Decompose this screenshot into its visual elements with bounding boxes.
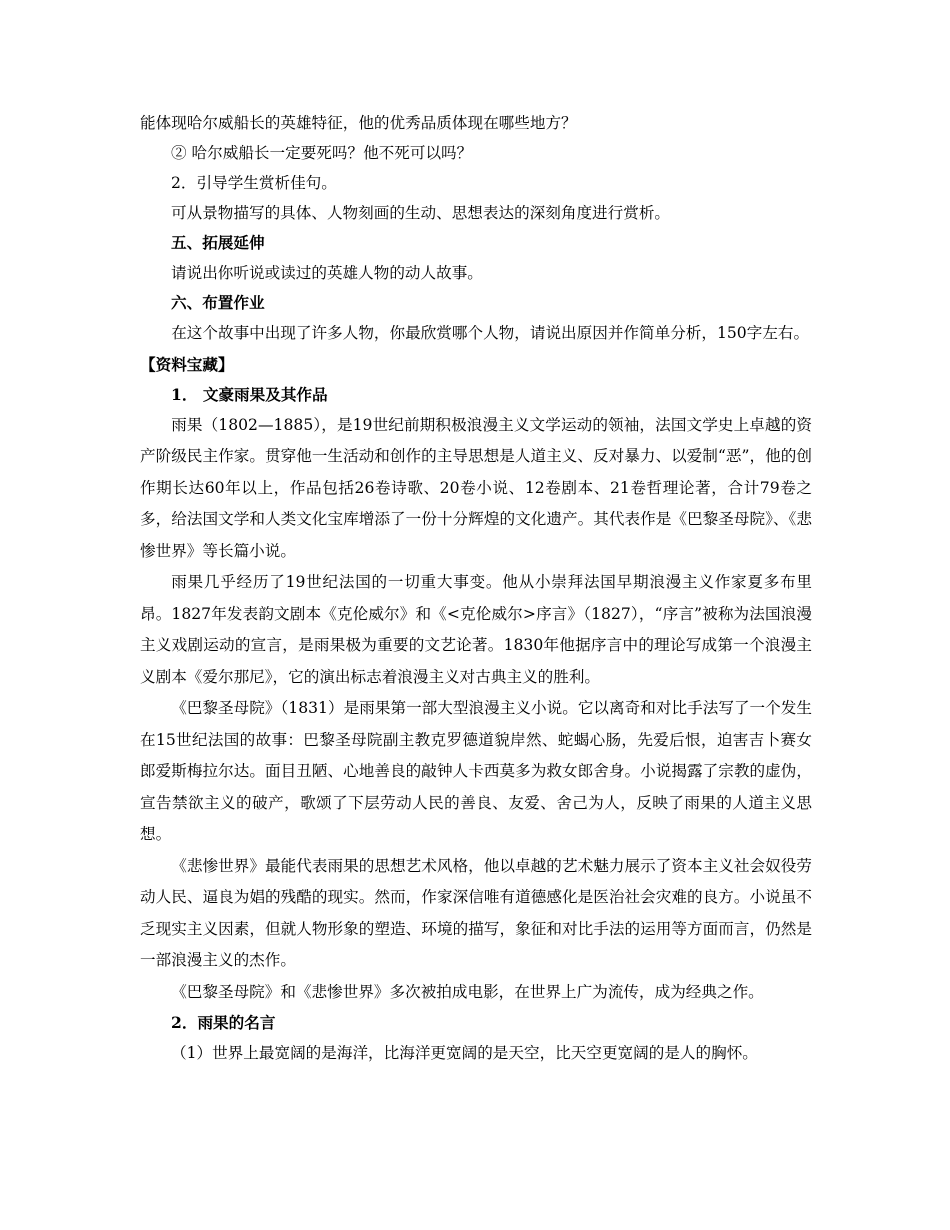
resource-heading: 【资料宝藏】 [140,354,234,374]
text-line: 能体现哈尔威船长的英雄特征，他的优秀品质体现在哪些地方？ [140,114,577,132]
section-heading-homework: 六、布置作业 [171,293,265,312]
text-line: 可从景物描写的具体、人物刻画的生动、思想表达的深刻角度进行赏析。 [171,204,671,222]
paragraph-les-miserables: 《悲惨世界》最能代表雨果的思想艺术风格，他以卓越的艺术魅力展示了资本主义社会奴役劳动人民、逼良为娼的残酷的现实。然而，作家深信唯有道德感化是医治社会灾难的良方。小说虽不乏现实主义因素，但就人物形象的塑造、环境的描写，象征和对比手法的运用等方面而言，仍然是一部浪漫主义的杰作。 [140,856,812,969]
text-line: ② 哈尔威船长一定要死吗？他不死可以吗？ [171,144,473,162]
subheading-hugo-quotes: 2．雨果的名言 [171,1013,276,1032]
paragraph-hugo-events: 雨果几乎经历了19世纪法国的一切重大事变。他从小崇拜法国早期浪漫主义作家夏多布里昂。1827年发表韵文剧本《克伦威尔》和《<克伦威尔>序言》（1827），“序言”被称为法国浪漫主义戏剧运动的宣言，是雨果极为重要的文艺论著。1830年他据序言中的理论写成第一个浪漫主义剧本《爱尔那尼》，它的演出标志着浪漫主义对古典主义的胜利。 [140,573,812,686]
document-body [140,108,812,1068]
paragraph-homework: 在这个故事中出现了许多人物，你最欣赏哪个人物，请说出原因并作简单分析，150字左右。 [171,324,810,342]
paragraph-hugo-bio: 雨果（1802—1885），是19世纪前期积极浪漫主义文学运动的领袖，法国文学史上卓越的资产阶级民主作家。贯穿他一生活动和创作的主导思想是人道主义、反对暴力、以爱制“恶”，他的创作期长达60年以上，作品包括26卷诗歌、20卷小说、12卷剧本、21卷哲理论著，合计79卷之多，给法国文学和人类文化宝库增添了一份十分辉煌的文化遗产。其代表作是《巴黎圣母院》、《悲惨世界》等长篇小说。 [140,415,812,560]
paragraph-films: 《巴黎圣母院》和《悲惨世界》多次被拍成电影，在世界上广为流传，成为经典之作。 [171,982,764,1001]
section-heading-extension: 五、拓展延伸 [171,233,265,252]
text-line: 请说出你听说或读过的英雄人物的动人故事。 [171,264,483,282]
subheading-hugo-works: 1． 文豪雨果及其作品 [171,384,328,404]
paragraph-notre-dame: 《巴黎圣母院》（1831）是雨果第一部大型浪漫主义小说。它以离奇和对比手法写了一个发生在15世纪法国的故事：巴黎圣母院副主教克罗德道貌岸然、蛇蝎心肠，先爱后恨，迫害吉卜赛女郎爱斯梅拉尔达。面目丑陋、心地善良的敲钟人卡西莫多为救女郎舍身。小说揭露了宗教的虚伪，宣告禁欲主义的破产，歌颂了下层劳动人民的善良、友爱、舍己为人，反映了雨果的人道主义思想。 [140,699,812,843]
quote-item: （1）世界上最宽阔的是海洋，比海洋更宽阔的是天空，比天空更宽阔的是人的胸怀。 [171,1044,758,1062]
text-line: 2．引导学生赏析佳句。 [171,174,337,192]
